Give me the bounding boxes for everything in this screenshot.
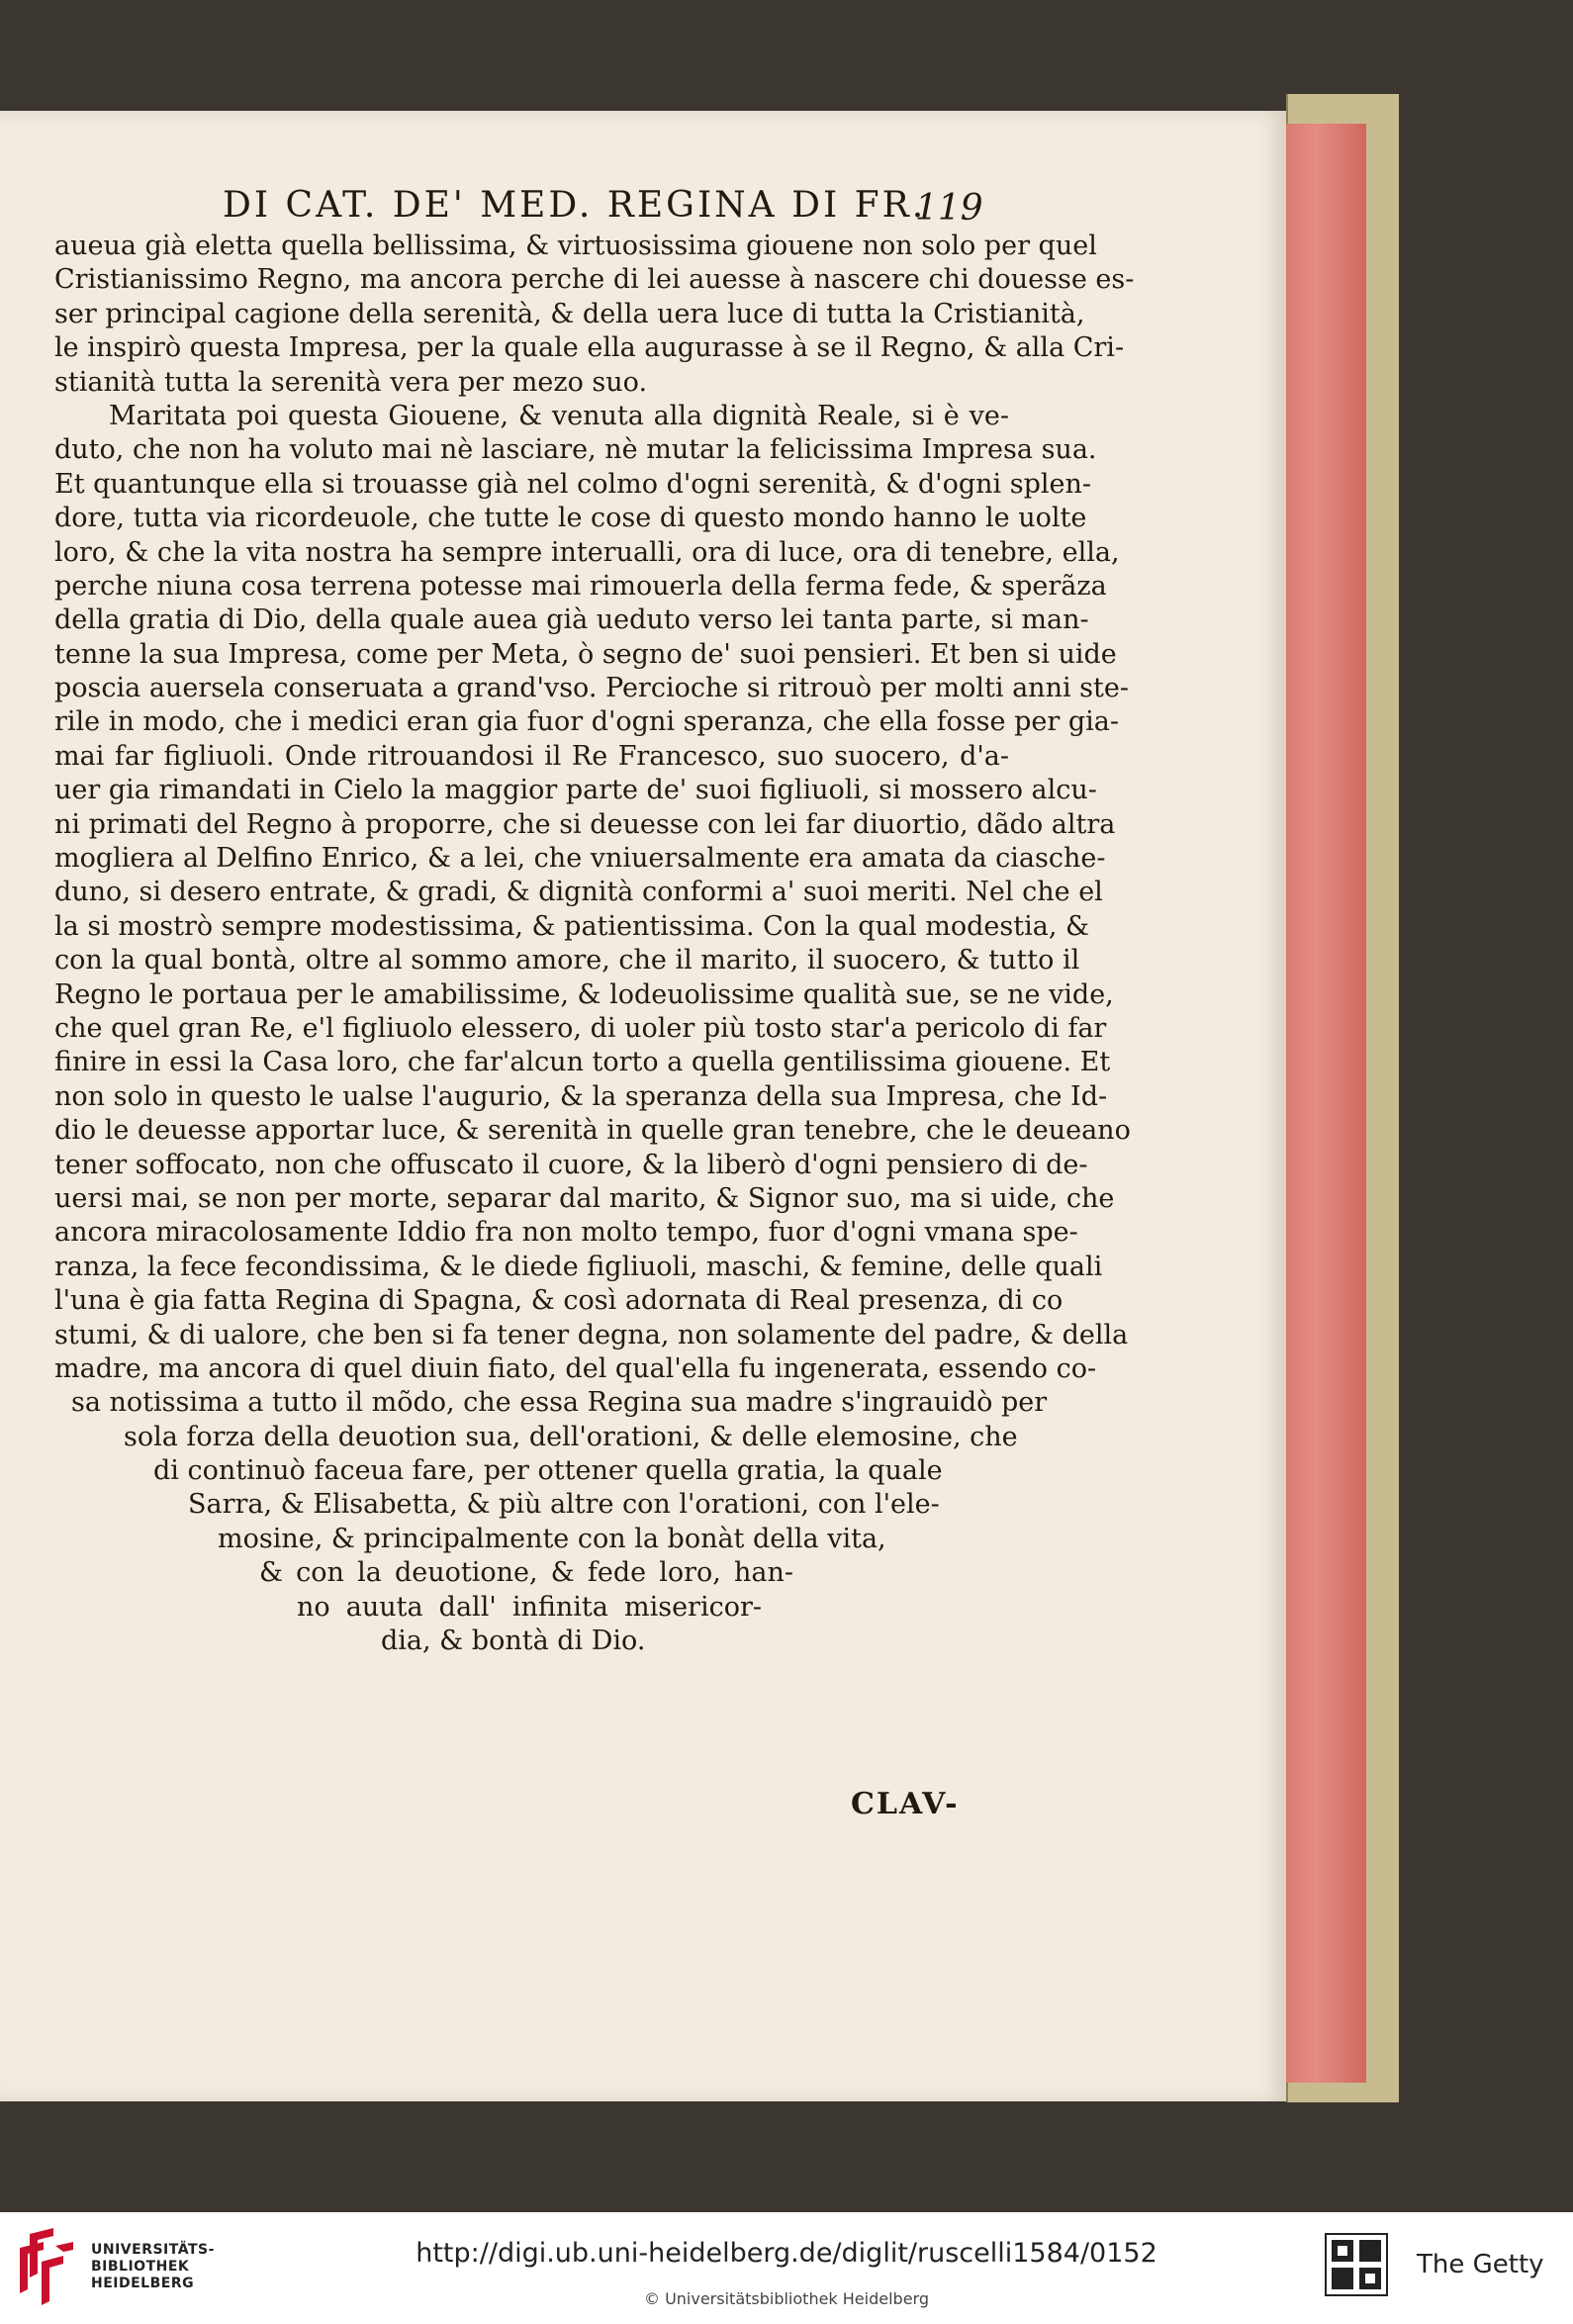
text-line: non solo in questo le ualse l'augurio, & la speranza della sua Impresa, che Id- [54, 1080, 1108, 1112]
text-line: Regno le portaua per le amabilissime, & lodeuolissime qualità sue, se ne vide, [54, 978, 1114, 1010]
text-line: mosine, & principalmente con la bonàt della vita, [218, 1523, 886, 1554]
text-line: ser principal cagione della serenità, & della uera luce di tutta la Cristianità, [54, 298, 1085, 329]
text-line: con la qual bontà, oltre al sommo amore, che il marito, il suocero, & tutto il [54, 945, 1080, 976]
text-line: sa notissima a tutto il mõdo, che essa Regina sua madre s'ingrauidò per [71, 1387, 1048, 1419]
text-line: di continuò faceua fare, per ottener quella gratia, la quale [153, 1455, 943, 1487]
body-text [54, 230, 1135, 1658]
text-line: che quel gran Re, e'l figliuolo elessero, di uoler più tosto star'a pericolo di far [54, 1012, 1107, 1044]
text-line: dore, tutta via ricordeuole, che tutte le cose di questo mondo hanno le uolte [54, 503, 1087, 534]
text-line: finire in essi la Casa loro, che far'alcun torto a quella gentilissima giouene. Et [54, 1047, 1111, 1078]
text-line: duno, si desero entrate, & gradi, & dignità conformi a' suoi meriti. Nel che el [54, 877, 1103, 908]
text-line: stianità tutta la serenità vera per mezo suo. [54, 366, 648, 398]
text-line: sola forza della deuotion sua, dell'orationi, & delle elemosine, che [124, 1421, 1018, 1452]
catchword: CLAV- [851, 1787, 960, 1821]
text-line: Maritata poi questa Giouene, & venuta alla dignità Reale, si è ve- [109, 400, 1009, 431]
text-line: Cristianissimo Regno, ma ancora perche di lei auesse à nascere chi douesse es- [54, 264, 1135, 296]
text-line: dia, & bontà di Dio. [381, 1626, 646, 1657]
text-line: perche niuna cosa terrena potesse mai rimouerla della ferma fede, & sperãza [54, 570, 1107, 602]
university-library-name: UNIVERSITÄTS- BIBLIOTHEK HEIDELBERG [91, 2242, 215, 2291]
text-line: no auuta dall' infinita misericor- [297, 1591, 762, 1623]
text-line: dio le deuesse apportar luce, & serenità in quelle gran tenebre, che le deueano [54, 1115, 1131, 1147]
text-line: ni primati del Regno à proporre, che si deuesse con lei far diuortio, dãdo altra [54, 808, 1116, 840]
text-line: uersi mai, se non per morte, separar dal marito, & Signor suo, ma si uide, che [54, 1182, 1115, 1214]
text-line: loro, & che la vita nostra ha sempre interualli, ora di luce, ora di tenebre, ella, [54, 536, 1120, 568]
text-line: Sarra, & Elisabetta, & più altre con l'orationi, con l'ele- [188, 1489, 940, 1521]
getty-name: The Getty [1417, 2250, 1544, 2279]
text-line: ranza, la fece fecondissima, & le diede figliuoli, maschi, & femine, delle quali [54, 1251, 1103, 1282]
text-line: la si mostrò sempre modestissima, & patientissima. Con la qual modestia, & [54, 910, 1090, 942]
text-line: mogliera al Delfino Enrico, & a lei, che vniuersalmente era amata da ciasche- [54, 843, 1106, 875]
text-line: tener soffocato, non che offuscato il cuore, & la liberò d'ogni pensiero di de- [54, 1149, 1088, 1180]
text-line: aueua già eletta quella bellissima, & virtuosissima giouene non solo per quel [54, 231, 1097, 261]
text-line: stumi, & di ualore, che ben si fa tener degna, non solamente del padre, & della [54, 1319, 1129, 1350]
text-line: ancora miracolosamente Iddio fra non molto tempo, fuor d'ogni vmana spe- [54, 1217, 1078, 1249]
copyright-notice: © Universitätsbibliothek Heidelberg [643, 2289, 929, 2308]
text-line: tenne la sua Impresa, come per Meta, ò segno de' suoi pensieri. Et ben si uide [54, 638, 1117, 670]
text-line: l'una è gia fatta Regina di Spagna, & così adornata di Real presenza, di co [54, 1285, 1064, 1317]
running-head: DI CAT. DE' MED. REGINA DI FR. [223, 185, 927, 226]
text-line: & con la deuotione, & fede loro, han- [259, 1557, 793, 1589]
page-number: 119 [915, 188, 983, 229]
text-line: Et quantunque ella si trouasse già nel colmo d'ogni serenità, & d'ogni splen- [54, 468, 1092, 500]
text-line: uer gia rimandati in Cielo la maggior parte de' suoi figliuoli, si mossero alcu- [54, 775, 1097, 806]
text-line: poscia auersela conseruata a grand'vso. Percioche si ritrouò per molti anni ste- [54, 673, 1129, 704]
text-line: madre, ma ancora di quel diuin fiato, del qual'ella fu ingenerata, essendo co- [54, 1352, 1097, 1384]
page-edges-red [1282, 124, 1366, 2083]
text-line: della gratia di Dio, della quale auea già ueduto verso lei tanta parte, si man- [54, 604, 1089, 636]
viewer-footer [0, 2212, 1573, 2324]
text-line: rile in modo, che i medici eran gia fuor d'ogni speranza, che ella fosse per gia- [54, 706, 1119, 738]
text-line: duto, che non ha voluto mai nè lasciare, nè mutar la felicissima Impresa sua. [54, 434, 1097, 466]
text-line: mai far figliuoli. Onde ritrouandosi il Re Francesco, suo suocero, d'a- [54, 740, 1009, 772]
getty-logo-icon[interactable] [1324, 2232, 1389, 2297]
text-line: le inspirò questa Impresa, per la quale ella augurasse à se il Regno, & alla Cri- [54, 332, 1125, 364]
permalink-url[interactable]: http://digi.ub.uni-heidelberg.de/diglit/ruscelli1584/0152 [416, 2238, 1157, 2269]
